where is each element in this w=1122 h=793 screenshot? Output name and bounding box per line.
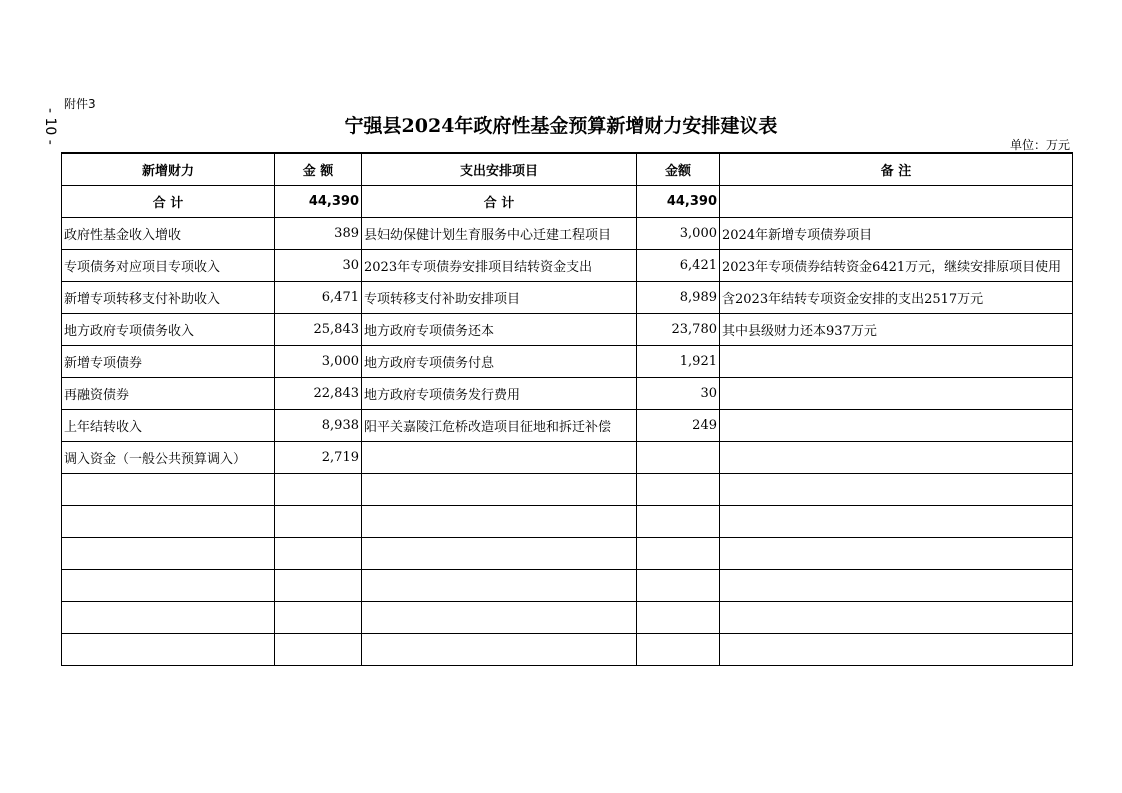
source-cell: 地方政府专项债务收入 [62,314,275,346]
amount-cell: 8,938 [275,410,362,442]
header-note: 备 注 [720,153,1073,186]
table-row [62,378,1073,410]
expense-amount-cell: 6,421 [637,250,720,282]
source-cell: 新增专项债券 [62,346,275,378]
note-cell [720,346,1073,378]
empty-row [62,570,1073,602]
empty-cell [362,570,637,602]
empty-cell [637,538,720,570]
empty-cell [720,634,1073,666]
total-amount-expense: 44,390 [637,186,720,218]
table-row [62,218,1073,250]
page-title: 宁强县2024年政府性基金预算新增财力安排建议表 [344,115,778,137]
amount-cell: 3,000 [275,346,362,378]
empty-cell [62,602,275,634]
expense-cell: 地方政府专项债务还本 [362,314,637,346]
empty-cell [362,602,637,634]
empty-cell [275,474,362,506]
expense-cell: 阳平关嘉陵江危桥改造项目征地和拆迁补偿 [362,410,637,442]
expense-amount-cell [637,442,720,474]
total-label: 合 计 [62,186,275,218]
empty-cell [637,570,720,602]
total-amount: 44,390 [275,186,362,218]
empty-row [62,474,1073,506]
expense-cell: 地方政府专项债务发行费用 [362,378,637,410]
header-amount: 金 额 [275,153,362,186]
expense-amount-cell: 1,921 [637,346,720,378]
empty-cell [362,474,637,506]
total-note [720,186,1073,218]
source-cell: 新增专项转移支付补助收入 [62,282,275,314]
note-cell: 2024年新增专项债券项目 [720,218,1073,250]
empty-cell [637,506,720,538]
expense-amount-cell: 249 [637,410,720,442]
empty-row [62,634,1073,666]
empty-row [62,602,1073,634]
source-cell: 调入资金（一般公共预算调入） [62,442,275,474]
note-cell: 2023年专项债券结转资金6421万元，继续安排原项目使用 [720,250,1073,282]
amount-cell: 22,843 [275,378,362,410]
source-cell: 政府性基金收入增收 [62,218,275,250]
empty-cell [275,538,362,570]
amount-cell: 389 [275,218,362,250]
note-cell [720,442,1073,474]
header-expense: 支出安排项目 [362,153,637,186]
empty-cell [62,474,275,506]
empty-cell [720,602,1073,634]
table-row [62,282,1073,314]
empty-cell [275,602,362,634]
empty-cell [720,506,1073,538]
empty-cell [637,602,720,634]
table-row [62,250,1073,282]
note-cell: 含2023年结转专项资金安排的支出2517万元 [720,282,1073,314]
source-cell: 上年结转收入 [62,410,275,442]
expense-amount-cell: 23,780 [637,314,720,346]
amount-cell: 25,843 [275,314,362,346]
expense-amount-cell: 3,000 [637,218,720,250]
expense-amount-cell: 30 [637,378,720,410]
empty-cell [62,506,275,538]
empty-cell [362,634,637,666]
empty-row [62,538,1073,570]
empty-cell [720,570,1073,602]
empty-cell [362,538,637,570]
empty-cell [720,474,1073,506]
total-row [62,186,1073,218]
table-header-row [62,153,1073,186]
table-row [62,410,1073,442]
page-number: - 10 - [42,107,58,145]
expense-amount-cell: 8,989 [637,282,720,314]
note-cell: 其中县级财力还本937万元 [720,314,1073,346]
header-amount2: 金额 [637,153,720,186]
table-row [62,346,1073,378]
attachment-label: 附件3 [64,97,96,111]
empty-cell [720,538,1073,570]
amount-cell: 2,719 [275,442,362,474]
unit-label: 单位：万元 [1009,138,1070,152]
empty-cell [62,570,275,602]
expense-cell: 专项转移支付补助安排项目 [362,282,637,314]
amount-cell: 30 [275,250,362,282]
empty-cell [62,538,275,570]
note-cell [720,378,1073,410]
note-cell [720,410,1073,442]
empty-cell [62,634,275,666]
source-cell: 专项债务对应项目专项收入 [62,250,275,282]
expense-cell [362,442,637,474]
table-row [62,314,1073,346]
source-cell: 再融资债券 [62,378,275,410]
amount-cell: 6,471 [275,282,362,314]
budget-table [61,152,1073,666]
empty-cell [637,474,720,506]
empty-cell [275,634,362,666]
total-label-expense: 合 计 [362,186,637,218]
expense-cell: 2023年专项债券安排项目结转资金支出 [362,250,637,282]
empty-row [62,506,1073,538]
empty-cell [362,506,637,538]
empty-cell [275,506,362,538]
expense-cell: 地方政府专项债务付息 [362,346,637,378]
empty-cell [275,570,362,602]
table-row [62,442,1073,474]
expense-cell: 县妇幼保健计划生育服务中心迁建工程项目 [362,218,637,250]
header-source: 新增财力 [62,153,275,186]
empty-cell [637,634,720,666]
